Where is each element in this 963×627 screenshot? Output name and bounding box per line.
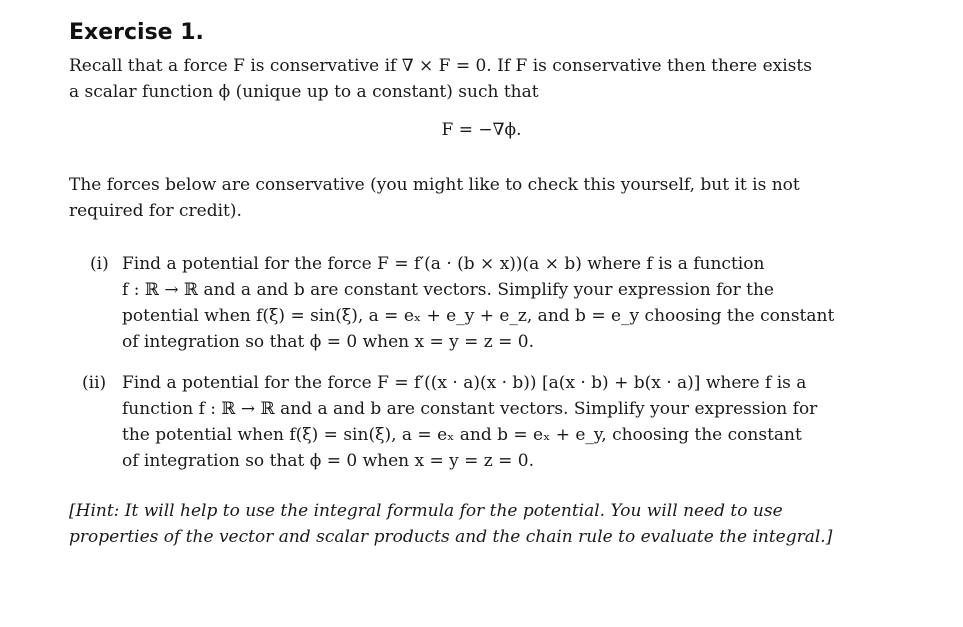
part-ii-label: (ii) <box>82 373 107 393</box>
part-ii-line: function f : ℝ → ℝ and a and b are constant vectors. Simplify your expression for <box>122 399 818 419</box>
part-ii-line: of integration so that ϕ = 0 when x = y = z = 0. <box>122 451 535 471</box>
hint-line: [Hint: It will help to use the integral formula for the potential. You will need to use <box>69 501 783 521</box>
hint-paragraph <box>69 498 884 550</box>
part-ii-line: the potential when f(ξ) = sin(ξ), a = eₓ and b = eₓ + e_y, choosing the constant <box>122 425 802 445</box>
part-ii-text <box>122 370 884 474</box>
part-i-line: of integration so that ϕ = 0 when x = y = z = 0. <box>122 332 535 352</box>
part-i-label: (i) <box>90 254 109 274</box>
potential-equation: F = −∇ϕ. <box>441 120 522 140</box>
intro-line: a scalar function ϕ (unique up to a constant) such that <box>69 82 539 102</box>
conservative-note <box>69 172 884 224</box>
part-ii-line: Find a potential for the force F = f′((x · a)(x · b)) [a(x · b) + b(x · a)] where f is a <box>122 373 807 393</box>
part-i-line: Find a potential for the force F = f′(a · (b × x))(a × b) where f is a function <box>122 254 765 274</box>
part-i-text <box>122 251 884 355</box>
part-i-line: potential when f(ξ) = sin(ξ), a = eₓ + e_y + e_z, and b = e_y choosing the constant <box>122 306 835 326</box>
intro-paragraph <box>69 53 884 105</box>
intro-line: Recall that a force F is conservative if ∇ × F = 0. If F is conservative then there exists <box>69 56 812 76</box>
hint-line: properties of the vector and scalar products and the chain rule to evaluate the integral.] <box>69 527 833 547</box>
note-line: The forces below are conservative (you might like to check this yourself, but it is not <box>69 175 800 195</box>
part-i-line: f : ℝ → ℝ and a and b are constant vectors. Simplify your expression for the <box>122 280 774 300</box>
exercise-title: Exercise 1. <box>69 20 204 45</box>
note-line: required for credit). <box>69 201 242 221</box>
